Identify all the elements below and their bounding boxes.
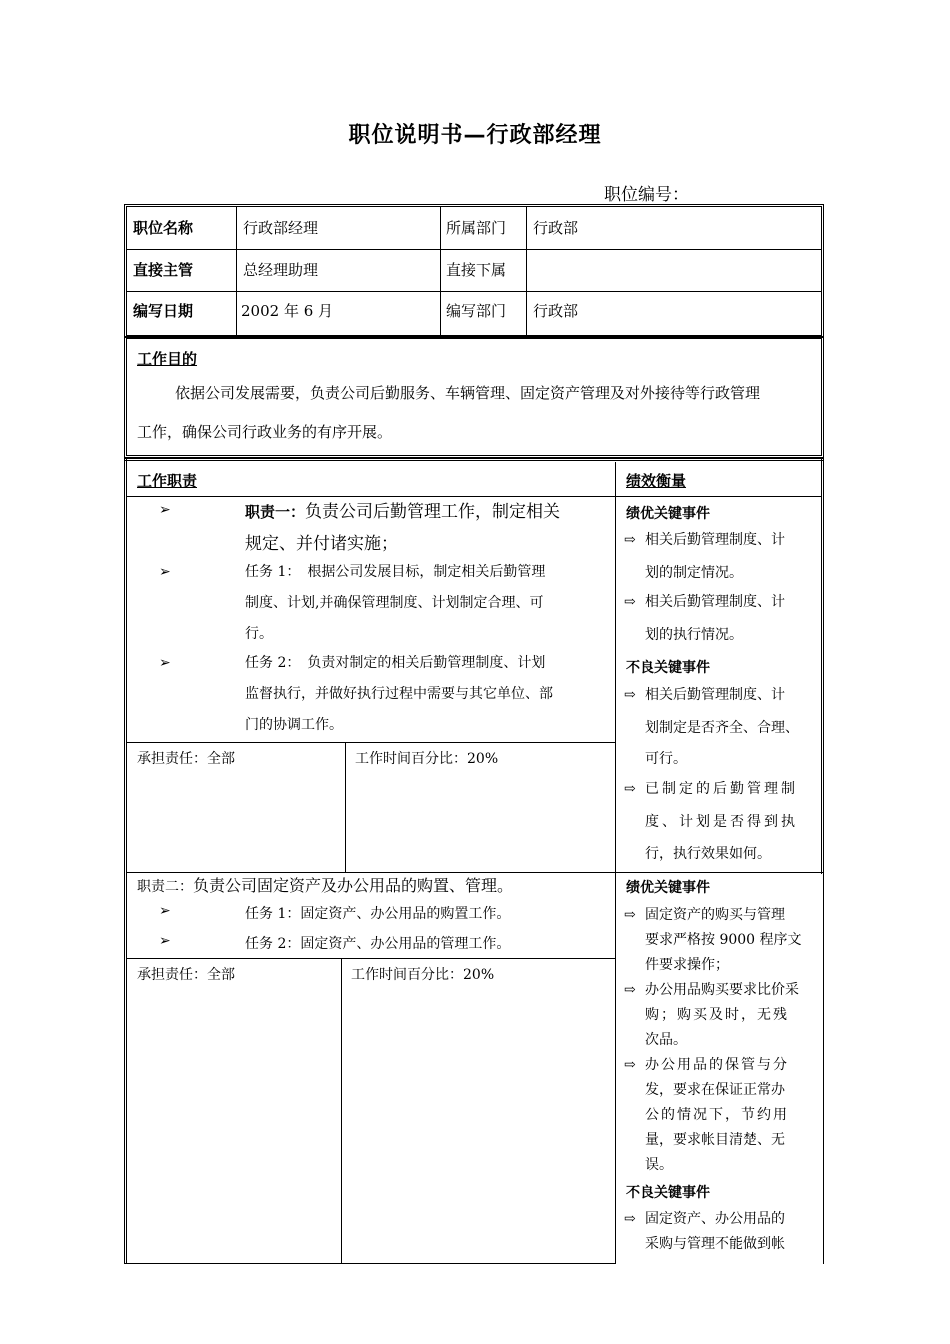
purpose-line-2: 工作，确保公司行政业务的有序开展。 — [137, 423, 393, 441]
purpose-line-1: 依据公司发展需要，负责公司后勤服务、车辆管理、固定资产管理及对外接待等行政管理 — [175, 384, 761, 402]
duty1-bad-heading: 不良关键事件 — [626, 660, 710, 676]
arrow-bullet-icon: ➢ — [159, 933, 171, 949]
duty1-text — [245, 496, 560, 528]
duty1-good2-line1: 相关后勤管理制度、计 — [645, 594, 785, 610]
duty1-task1-line3: 行。 — [245, 626, 273, 642]
hollow-arrow-icon: ⇨ — [624, 1211, 636, 1227]
duty2-good1-line3: 件要求操作； — [645, 957, 729, 973]
duty1-good1-line2: 划的制定情况。 — [645, 565, 743, 581]
hollow-arrow-icon: ⇨ — [624, 1057, 636, 1073]
duty1-good1-line1: 相关后勤管理制度、计 — [645, 532, 785, 548]
label-department: 所属部门 — [446, 219, 507, 237]
duty1-good-heading: 绩优关键事件 — [626, 506, 710, 522]
hollow-arrow-icon: ⇨ — [624, 594, 636, 610]
arrow-bullet-icon: ➢ — [159, 502, 171, 518]
duty2-task1: 任务 1：固定资产、办公用品的购置工作。 — [245, 906, 511, 922]
duty1-text-line1: 负责公司后勤管理工作，制定相关 — [305, 502, 561, 522]
label-author-dept: 编写部门 — [446, 302, 507, 320]
duty1-task2-line1: 任务 2： 负责对制定的相关后勤管理制度、计划 — [245, 655, 546, 671]
duty2-bad1-line1: 固定资产、办公用品的 — [645, 1211, 785, 1227]
duty2-label: 职责二： — [137, 879, 193, 895]
duty2-bad1-line2: 采购与管理不能做到帐 — [645, 1236, 785, 1252]
label-supervisor: 直接主管 — [133, 261, 194, 279]
value-department: 行政部 — [533, 219, 579, 237]
duty2-text-body: 负责公司固定资产及办公用品的购置、管理。 — [193, 876, 514, 895]
duties-heading: 工作职责 — [137, 472, 198, 490]
value-author-dept: 行政部 — [533, 302, 579, 320]
value-position-name: 行政部经理 — [243, 219, 319, 237]
duty1-task1-line2: 制度、计划,并确保管理制度、计划制定合理、可 — [245, 595, 544, 611]
duty2-good2-line1: 办公用品购买要求比价采 — [645, 982, 799, 998]
duty1-bad1-line2: 划制定是否齐全、合理、 — [645, 720, 799, 736]
duty1-task2-line2: 监督执行，并做好执行过程中需要与其它单位、部 — [245, 686, 553, 702]
page-title: 职位说明书—行政部经理 — [348, 123, 602, 148]
position-number-blank — [693, 186, 793, 205]
duty2-good-heading: 绩优关键事件 — [626, 880, 710, 896]
arrow-bullet-icon: ➢ — [159, 564, 171, 580]
label-position-name: 职位名称 — [133, 219, 194, 237]
duty1-task2-line3: 门的协调工作。 — [245, 717, 343, 733]
duty1-task1-line1: 任务 1： 根据公司发展目标，制定相关后勤管理 — [245, 564, 546, 580]
duty2-time-pct: 工作时间百分比：20% — [351, 967, 495, 983]
value-supervisor: 总经理助理 — [243, 261, 319, 279]
duty1-bad2-line2: 度、计划是否得到执 — [645, 814, 798, 830]
duty2-good3-line4: 量，要求帐目清楚、无 — [645, 1132, 785, 1148]
duty2-good3-line3: 公的情况下，节约用 — [645, 1107, 789, 1123]
hollow-arrow-icon: ⇨ — [624, 687, 636, 703]
position-number-label: 职位编号： — [604, 185, 689, 205]
duty2-task2: 任务 2：固定资产、办公用品的管理工作。 — [245, 936, 511, 952]
label-subordinates: 直接下属 — [446, 261, 507, 279]
duty2-responsibility: 承担责任：全部 — [137, 967, 235, 983]
duty1-good2-line2: 划的执行情况。 — [645, 627, 743, 643]
hollow-arrow-icon: ⇨ — [624, 781, 636, 797]
position-number — [604, 180, 793, 205]
arrow-bullet-icon: ➢ — [159, 903, 171, 919]
duty1-bad2-line1: 已制定的后勤管理制 — [645, 781, 798, 797]
perf-heading: 绩效衡量 — [626, 472, 687, 490]
duty2-good3-line5: 误。 — [645, 1157, 673, 1173]
label-date: 编写日期 — [133, 302, 194, 320]
duty1-bad1-line1: 相关后勤管理制度、计 — [645, 687, 785, 703]
duty1-label: 职责一： — [245, 503, 306, 521]
duty2-good1-line1: 固定资产的购买与管理 — [645, 907, 785, 923]
hollow-arrow-icon: ⇨ — [624, 532, 636, 548]
hollow-arrow-icon: ⇨ — [624, 907, 636, 923]
duty2-text — [137, 874, 513, 899]
duty2-bad-heading: 不良关键事件 — [626, 1185, 710, 1201]
value-date: 2002 年 6 月 — [241, 302, 334, 320]
duty1-bad1-line3: 可行。 — [645, 751, 687, 767]
duty1-bad2-line3: 行，执行效果如何。 — [645, 846, 771, 862]
duty1-time-pct: 工作时间百分比：20% — [355, 751, 499, 767]
arrow-bullet-icon: ➢ — [159, 655, 171, 671]
duty2-good1-line2: 要求严格按 9000 程序文 — [645, 932, 802, 948]
duty1-text-line2: 规定、并付诸实施； — [245, 534, 398, 554]
hollow-arrow-icon: ⇨ — [624, 982, 636, 998]
purpose-heading: 工作目的 — [137, 350, 198, 368]
duty1-responsibility: 承担责任：全部 — [137, 751, 235, 767]
duty2-good2-line3: 次品。 — [645, 1032, 687, 1048]
duty2-good3-line2: 发，要求在保证正常办 — [645, 1082, 785, 1098]
duty2-good3-line1: 办公用品的保管与分 — [645, 1057, 789, 1073]
duty2-good2-line2: 购；购买及时，无残 — [645, 1007, 789, 1023]
